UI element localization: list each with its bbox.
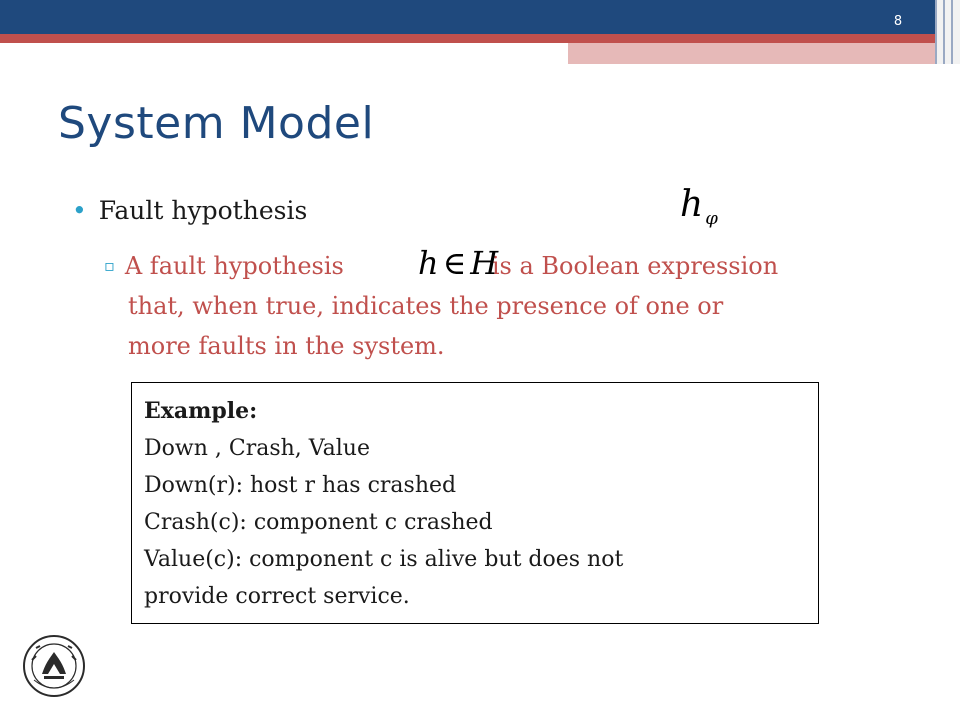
header-divider-line <box>943 0 945 64</box>
sub-bullet-definition <box>104 246 924 366</box>
header-band-blue <box>0 0 935 34</box>
example-line: provide correct service. <box>144 584 410 609</box>
bullet-text: Fault hypothesis <box>98 196 308 225</box>
membership-formula <box>418 244 498 282</box>
example-line: Crash(c): component c crashed <box>144 510 493 535</box>
element-of-symbol: ∈ <box>442 244 467 282</box>
sub-bullet-line-1 <box>104 246 924 286</box>
h-phi-base: h <box>680 184 704 225</box>
formula-h: h <box>418 244 439 282</box>
square-bullet-icon: ▫ <box>104 256 115 275</box>
h-phi-formula <box>680 184 718 229</box>
header-band-pink <box>568 43 935 64</box>
example-line: Down(r): host r has crashed <box>144 473 457 498</box>
header-divider-line <box>935 0 937 64</box>
example-line: Value(c): component c is alive but does not <box>144 547 624 572</box>
page-number: 8 <box>893 14 903 29</box>
header-divider-line <box>951 0 953 64</box>
sub-bullet-line-3: more faults in the system. <box>128 332 445 360</box>
slide-title: System Model <box>58 98 375 149</box>
bullet-dot-icon: • <box>72 196 87 225</box>
bullet-fault-hypothesis <box>72 196 307 225</box>
sub-bullet-part-1: A fault hypothesis <box>124 252 344 280</box>
sub-bullet-line-2: that, when true, indicates the presence of one or <box>128 292 724 320</box>
example-box <box>131 382 819 624</box>
formula-H: H <box>470 244 499 282</box>
h-phi-subscript: φ <box>705 208 718 229</box>
sub-bullet-part-2: is a Boolean expression <box>491 252 779 280</box>
example-line: Down , Crash, Value <box>144 436 370 461</box>
header-band-red <box>0 34 935 43</box>
header-band-right <box>935 0 960 64</box>
university-seal-logo-icon <box>22 634 86 698</box>
example-heading: Example: <box>144 398 258 424</box>
